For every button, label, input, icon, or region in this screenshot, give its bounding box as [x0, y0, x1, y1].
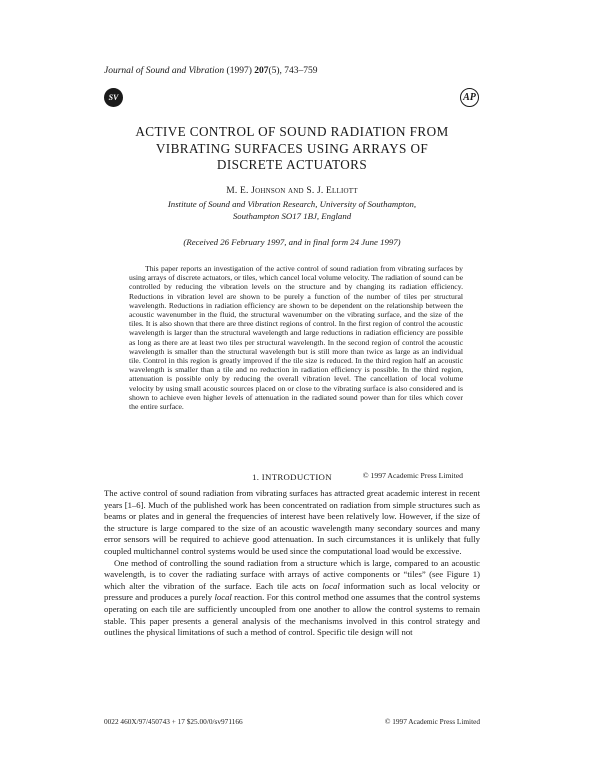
intro-paragraph-2-part-b: information such as local velocity or pressure and produces a purely — [104, 580, 480, 603]
affiliation-line-1: Institute of Sound and Vibration Research, University of Southampton, — [167, 199, 417, 209]
footer-code: 0022 460X/97/450743 + 17 $25.00/0/sv971166 — [104, 717, 243, 726]
sv-logo-icon — [104, 88, 123, 107]
sv-logo-text: SV — [108, 93, 119, 102]
intro-paragraph-2-part-a: One method of controlling the sound radiation from a structure which is large, compared to an acoustic wavelength, is to cover the radiating surface with arrays of active components or “tiles” (see Figure 1) which alter the vibration of the surface. Each tile acts on — [104, 557, 480, 591]
article-title — [104, 124, 480, 174]
introduction-body — [104, 488, 480, 639]
intro-emphasis-local-1: local — [322, 580, 340, 591]
affiliation-line-2: Southampton SO17 1BJ, England — [232, 210, 352, 221]
ap-logo-text: AP — [463, 92, 476, 103]
footer-copyright: © 1997 Academic Press Limited — [384, 717, 480, 726]
abstract-copyright: © 1997 Academic Press Limited — [362, 471, 463, 480]
intro-paragraph-2-part-c: reaction. For this control method one assumes that the control systems operating on each tile are sufficiently uncoupled from one another to allow the control systems to remain stable. This paper presents a general analysis of the mechanisms involved in this control strategy and outlines the physical limitations of such a method of control. Specific tile design will not — [104, 592, 480, 638]
article-authors: M. E. Johnson and S. J. Elliott — [226, 186, 358, 196]
ap-logo-icon — [460, 88, 479, 107]
title-line-1: ACTIVE CONTROL OF SOUND RADIATION FROM — [135, 124, 449, 139]
journal-volume: 207 — [254, 66, 269, 76]
journal-year: (1997) — [226, 66, 252, 76]
title-line-3: DISCRETE ACTUATORS — [216, 157, 368, 172]
abstract-text: This paper reports an investigation of the active control of sound radiation from vibrating surfaces by using arrays of discrete actuators, or tiles, which cancel local volume velocity. The radiation of sound can be controlled by reducing the vibration levels on the structure and by changing its radiation efficiency. Reductions in vibration level are shown to be purely a function of the number of tiles per structural wavelength. Reductions in radiation efficiency are shown to be dependent on the relationship between the acoustic wavenumber in the fluid, the structural wavenumber on the vibrating surface, and the size of the tiles. It is also shown that there are three distinct regions of control. In the first region of control the acoustic wavelength is larger than the structural wavelength and large reductions in radiation efficiency are possible as long as there are at least two tiles per structural wavelength. In the second region of control the acoustic wavelength is smaller than the structural wavelength but is still more than twice as large as an individual tile. Control in this region is greatly improved if the tile size is reduced. In the third region half an acoustic wavelength is smaller than a tile and no reduction in radiation efficiency is possible. In the third region, attenuation is possible only by reducing the overall vibration level. The cancellation of local volume velocity by using small acoustic sources placed on or close to the vibrating surface is also considered and is shown to achieve even higher levels of attenuation in the radiated sound power than for tiles which cover the entire surface. — [129, 264, 463, 412]
intro-paragraph-1: The active control of sound radiation from vibrating surfaces has attracted great academic interest in recent years [1–6]. Much of the published work has been concentrated on radiation from simple structures such as beams or plates and in general the frequencies of interest have been relatively low. However, if the size of the structure is large compared to the size of an acoustic wavelength many secondary sources and many error sensors will be required to achieve good attenuation. In such circumstances it is unlikely that fully coupled multichannel control systems would be used since the computational load would be excessive. — [104, 488, 480, 556]
intro-paragraph-2 — [104, 558, 480, 639]
article-affiliation — [104, 199, 480, 222]
section-heading-introduction: 1. INTRODUCTION — [252, 472, 332, 482]
journal-reference — [104, 66, 318, 76]
journal-name: Journal of Sound and Vibration — [104, 66, 225, 76]
journal-issue-pages: (5), 743–759 — [268, 66, 318, 76]
received-dates: (Received 26 February 1997, and in final form 24 June 1997) — [183, 237, 401, 247]
intro-emphasis-local-2: local — [214, 592, 232, 603]
title-line-2: VIBRATING SURFACES USING ARRAYS OF — [155, 140, 429, 156]
